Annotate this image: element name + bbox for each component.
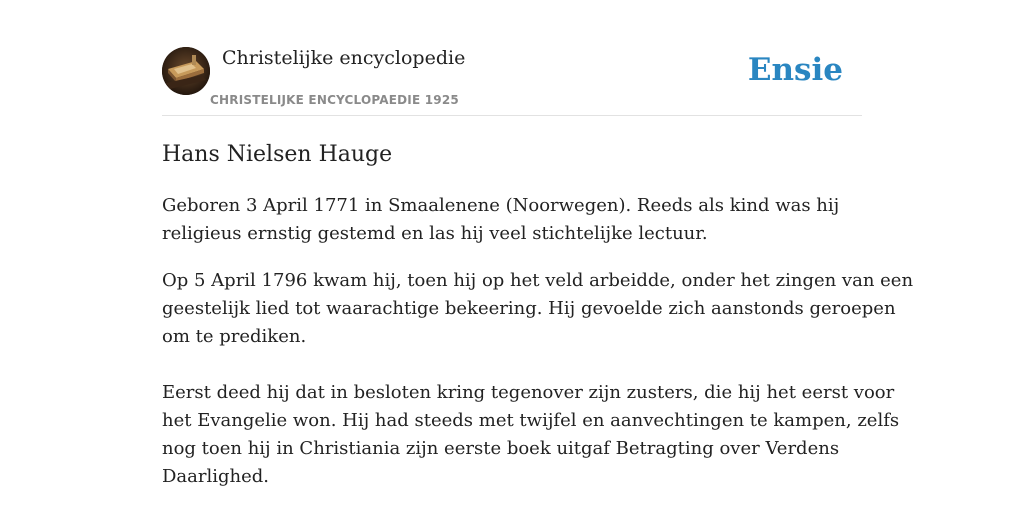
paragraph-line: religieus ernstig gestemd en las hij veel stichtelijke lectuur. xyxy=(162,223,708,244)
paragraph-line: Daarlighed. xyxy=(162,466,270,487)
site-title[interactable]: Christelijke encyclopedie xyxy=(222,47,466,69)
article-paragraph-3 xyxy=(162,379,900,491)
paragraph-line: geestelijk lied tot waarachtige bekeering. Hij gevoelde zich aanstonds geroepen xyxy=(162,298,896,319)
article-paragraph-1 xyxy=(162,192,867,248)
paragraph-line: om te prediken. xyxy=(162,326,307,347)
site-subtitle: CHRISTELIJKE ENCYCLOPAEDIE 1925 xyxy=(210,93,459,107)
paragraph-line: Eerst deed hij dat in besloten kring tegenover zijn zusters, die hij het eerst voor xyxy=(162,382,895,403)
book-thumbnail-icon[interactable] xyxy=(162,47,210,95)
article-title: Hans Nielsen Hauge xyxy=(162,142,393,167)
paragraph-line: Geboren 3 April 1771 in Smaalenene (Noorwegen). Reeds als kind was hij xyxy=(162,195,840,216)
paragraph-line: Op 5 April 1796 kwam hij, toen hij op het veld arbeidde, onder het zingen van een xyxy=(162,270,914,291)
paragraph-line: het Evangelie won. Hij had steeds met twijfel en aanvechtingen te kampen, zelfs xyxy=(162,410,900,431)
article-paragraph-2 xyxy=(162,267,914,351)
site-header xyxy=(162,0,862,116)
paragraph-line: nog toen hij in Christiania zijn eerste boek uitgaf Betragting over Verdens xyxy=(162,438,840,459)
book-thumbnail-image xyxy=(162,47,210,95)
ensie-logo[interactable]: Ensie xyxy=(747,52,843,88)
page-container xyxy=(162,0,914,487)
